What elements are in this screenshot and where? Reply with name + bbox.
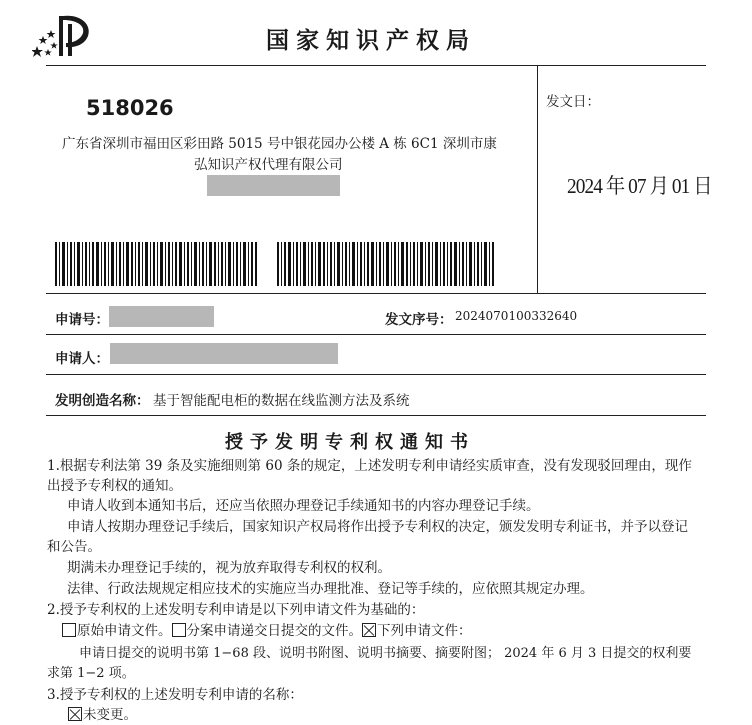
- barcode-left: [55, 242, 257, 286]
- barcode-right: [277, 242, 494, 286]
- para-1-line-2: 出授予专利权的通知。: [47, 478, 182, 494]
- section-3-option: [68, 705, 137, 725]
- field-row-1-border: [46, 334, 706, 335]
- option-following-label: 下列申请文件：: [377, 623, 472, 639]
- section-2-detail-line-2: 求第 1−2 项。: [47, 666, 135, 681]
- option-unchanged-label: 未变更。: [83, 707, 137, 723]
- application-no-label: 申请号：: [55, 312, 109, 328]
- checkbox-divisional-unchecked[interactable]: [172, 623, 186, 637]
- para-3-line-1: 申请人按期办理登记手续后，国家知识产权局将作出授予专利权的决定，颁发发明专利证书，并予以登记: [67, 519, 688, 535]
- invention-name-value: 基于智能配电柜的数据在线监测方法及系统: [153, 393, 410, 409]
- address-line-2: 弘知识产权代理有限公司: [194, 157, 343, 173]
- checkbox-unchanged-checked[interactable]: [68, 707, 82, 721]
- option-divisional-label: 分案申请递交日提交的文件。: [186, 623, 362, 639]
- para-4: 期满未办理登记手续的，视为放弃取得专利权的权利。: [67, 560, 391, 576]
- serial-no-value: 2024070100332640: [455, 309, 578, 323]
- field-row-3-border: [46, 415, 706, 416]
- notice-title: 授予发明专利权通知书: [225, 432, 475, 453]
- checkbox-following-checked[interactable]: [362, 623, 376, 637]
- section-2-title: 2.授予专利权的上述发明专利申请是以下列申请文件为基础的：: [47, 602, 425, 618]
- postal-code: 518026: [86, 96, 174, 120]
- section-2-detail-line-1: 申请日提交的说明书第 1−68 段、说明书附图、说明书摘要、摘要附图； 2024 年 6 月 3 日提交的权利要: [79, 646, 692, 661]
- para-3-line-2: 和公告。: [47, 539, 101, 555]
- para-1-line-1: 1.根据专利法第 39 条及实施细则第 60 条的规定，上述发明专利申请经实质审查，没有发现驳回理由，现作: [47, 458, 692, 474]
- section-3-title: 3.授予专利权的上述发明专利申请的名称：: [47, 687, 303, 703]
- redacted-applicant: [110, 343, 338, 364]
- header-top-border: [46, 65, 706, 66]
- serial-no-label: 发文序号：: [385, 312, 453, 328]
- option-original-label: 原始申请文件。: [77, 623, 172, 639]
- office-title: 国家知识产权局: [266, 28, 476, 54]
- field-row-2-border: [46, 374, 706, 375]
- cnipa-logo-icon: [32, 12, 96, 58]
- para-5: 法律、行政法规规定相应技术的实施应当办理批准、登记等手续的，应依照其规定办理。: [67, 581, 594, 597]
- applicant-label: 申请人：: [55, 351, 109, 367]
- redacted-recipient-name: [207, 175, 340, 196]
- section-2-options: [62, 621, 472, 641]
- invention-name-label: 发明创造名称：: [55, 393, 150, 409]
- issue-date: 2024 年 07 月 01 日: [567, 174, 712, 198]
- issue-date-label: 发文日：: [546, 94, 600, 110]
- date-column-divider: [537, 65, 538, 293]
- redacted-application-no: [109, 306, 214, 327]
- para-2: 申请人收到本通知书后，还应当依照办理登记手续通知书的内容办理登记手续。: [67, 498, 540, 514]
- checkbox-original-unchecked[interactable]: [62, 623, 76, 637]
- header-bottom-border: [46, 293, 706, 294]
- address-line-1: 广东省深圳市福田区彩田路 5015 号中银花园办公楼 A 栋 6C1 深圳市康: [62, 136, 497, 152]
